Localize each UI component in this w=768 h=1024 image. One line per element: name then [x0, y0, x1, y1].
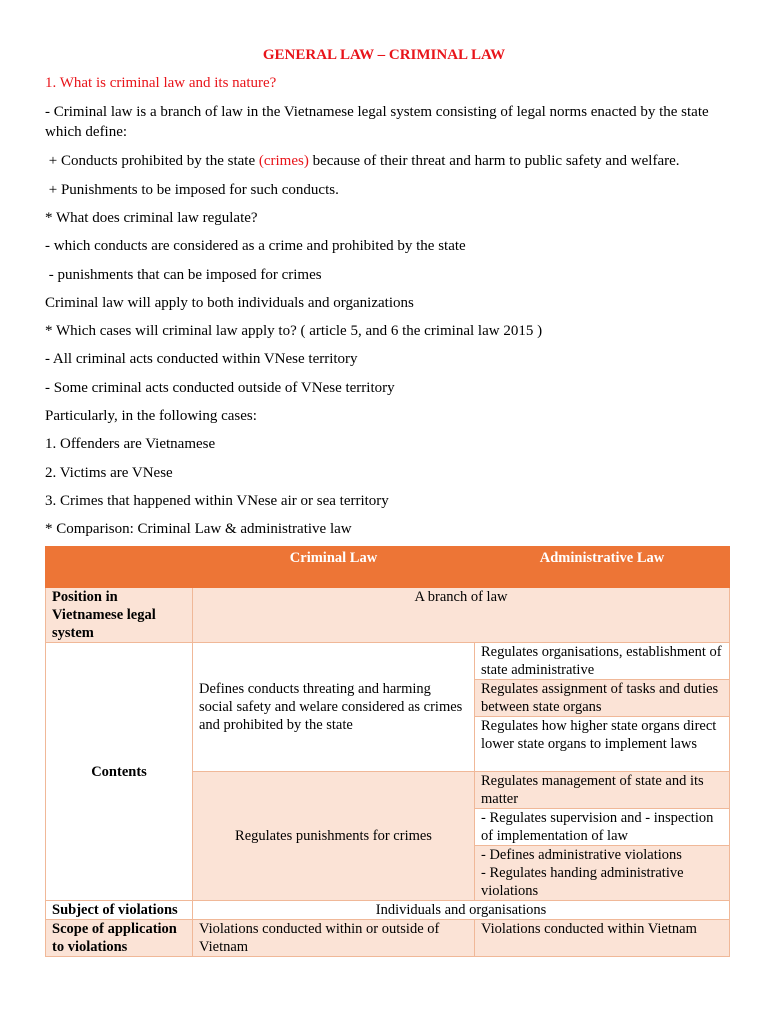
criminal-defines-cell: Defines conducts threating and harming social safety and welare considered as crimes and prohibited by the state — [193, 643, 475, 772]
criminal-punish-cell: Regulates punishments for crimes — [193, 772, 475, 901]
header-criminal-law: Criminal Law — [193, 547, 475, 588]
header-administrative-law: Administrative Law — [475, 547, 730, 588]
admin-supervision-cell: - Regulates supervision and - inspection of implementation of law — [475, 809, 730, 846]
header-empty-cell — [46, 547, 193, 588]
paragraph-particularly: Particularly, in the following cases: — [45, 408, 257, 424]
crimes-term: (crimes) — [258, 153, 309, 169]
paragraph-regulate-question: * What does criminal law regulate? — [45, 210, 258, 226]
position-label: Position in Vietnamese legal system — [46, 588, 193, 643]
position-value: A branch of law — [193, 588, 730, 643]
table-header-row — [46, 547, 730, 588]
contents-label: Contents — [46, 643, 193, 901]
comparison-table — [45, 546, 730, 957]
admin-organisations-cell: Regulates organisations, establishment of state administrative — [475, 643, 730, 680]
admin-violations-cell: - Defines administrative violations - Regulates handing administrative violations — [475, 846, 730, 901]
section-heading: 1. What is criminal law and its nature? — [45, 75, 277, 91]
list-item-air-sea: 3. Crimes that happened within VNese air or sea territory — [45, 493, 389, 509]
subject-label: Subject of violations — [46, 901, 193, 920]
table-row-scope — [46, 920, 730, 957]
scope-label: Scope of application to violations — [46, 920, 193, 957]
paragraph-comparison: * Comparison: Criminal Law & administrative law — [45, 521, 352, 537]
subject-value: Individuals and organisations — [193, 901, 730, 920]
admin-management-cell: Regulates management of state and its matter — [475, 772, 730, 809]
paragraph-definition: - Criminal law is a branch of law in the Vietnamese legal system consisting of legal norms enacted by the state which define: — [45, 104, 709, 140]
paragraph-within-territory: - All criminal acts conducted within VNese territory — [45, 351, 358, 367]
document-title: GENERAL LAW – CRIMINAL LAW — [262, 47, 506, 63]
paragraph-cases-question: * Which cases will criminal law apply to? ( article 5, and 6 the criminal law 2015 ) — [45, 323, 543, 339]
scope-criminal: Violations conducted within or outside of Vietnam — [193, 920, 475, 957]
paragraph-conducts — [45, 151, 735, 171]
paragraph-outside-territory: - Some criminal acts conducted outside of VNese territory — [45, 380, 395, 396]
list-item-victims: 2. Victims are VNese — [45, 465, 173, 481]
list-item-offenders: 1. Offenders are Vietnamese — [45, 436, 216, 452]
table-row-contents-1 — [46, 643, 730, 680]
table-row-subject — [46, 901, 730, 920]
admin-assignment-cell: Regulates assignment of tasks and duties between state organs — [475, 680, 730, 717]
conducts-text-end: because of their threat and harm to public safety and welfare. — [308, 153, 680, 169]
scope-admin: Violations conducted within Vietnam — [475, 920, 730, 957]
paragraph-apply-both: Criminal law will apply to both individuals and organizations — [45, 295, 414, 311]
paragraph-punishments: + Punishments to be imposed for such conducts. — [45, 182, 339, 198]
conducts-text: + Conducts prohibited by the state — [45, 153, 259, 169]
paragraph-punishments-crimes: - punishments that can be imposed for crimes — [45, 267, 322, 283]
paragraph-which-conducts: - which conducts are considered as a crime and prohibited by the state — [45, 238, 466, 254]
admin-direct-cell: Regulates how higher state organs direct lower state organs to implement laws — [475, 717, 730, 772]
table-row-position — [46, 588, 730, 643]
